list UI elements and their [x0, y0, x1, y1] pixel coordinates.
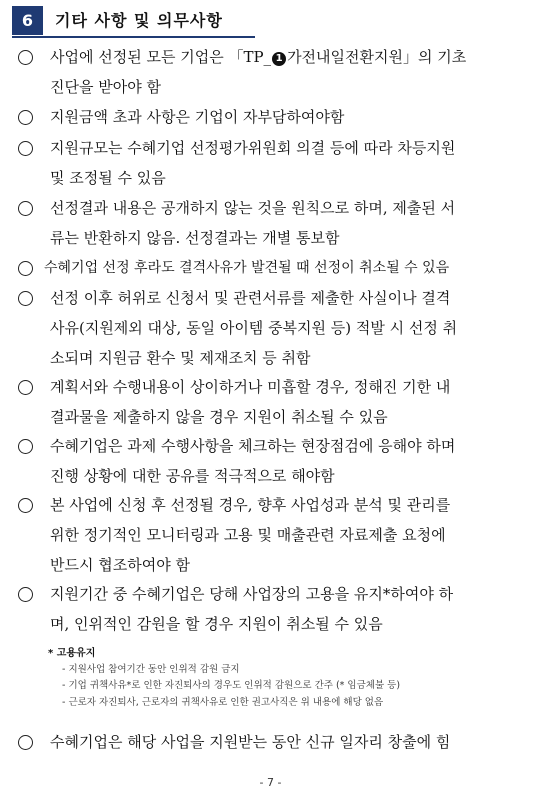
item-line: 지원기간 중 수혜기업은 당해 사업장의 고용을 유지*하여야 하	[50, 585, 454, 603]
item-line: 본 사업에 신청 후 선정될 경우, 향후 사업성과 분석 및 관리를	[50, 496, 451, 514]
item-line: 반드시 협조하여야 함	[50, 556, 190, 574]
note-line: - 근로자 자진퇴사, 근로자의 귀책사유로 인한 권고사직은 위 내용에 해당 없음	[62, 697, 384, 708]
item-line: 위한 정기적인 모니터링과 고용 및 매출관련 자료제출 요청에	[50, 526, 446, 544]
item-line: 수혜기업은 해당 사업을 지원받는 동안 신규 일자리 창출에 힘	[50, 733, 451, 751]
circle-bullet-icon	[18, 261, 33, 276]
item-line: 사업에 선정된 모든 기업은 「TP_ 1 가전내일전환지원」의 기초	[50, 48, 467, 66]
page-number: - 7 -	[259, 776, 282, 789]
note-line: - 지원사업 참여기간 동안 인위적 감원 금지	[62, 664, 240, 675]
item-line: 소되며 지원금 환수 및 제재조치 등 취함	[50, 349, 311, 367]
circle-bullet-icon	[18, 735, 33, 750]
circle-bullet-icon	[18, 141, 33, 156]
item-line: 선정 이후 허위로 신청서 및 관련서류를 제출한 사실이나 결격	[50, 289, 451, 307]
item-line: 사유(지원제외 대상, 동일 아이템 중복지원 등) 적발 시 선정 취	[50, 319, 458, 337]
section-number: 6	[12, 6, 43, 35]
item-line: 지원금액 초과 사항은 기업이 자부담하여야함	[50, 108, 345, 126]
circle-bullet-icon	[18, 291, 33, 306]
item-line: 선정결과 내용은 공개하지 않는 것을 원칙으로 하며, 제출된 서	[50, 199, 456, 217]
item-line: 수혜기업 선정 후라도 결격사유가 발견될 때 선정이 취소될 수 있음	[44, 260, 450, 276]
circle-bullet-icon	[18, 380, 33, 395]
item-line: 계획서와 수행내용이 상이하거나 미흡할 경우, 정해진 기한 내	[50, 378, 451, 396]
item-line: 진행 상황에 대한 공유를 적극적으로 해야함	[50, 467, 335, 485]
item-line: 수혜기업은 과제 수행사항을 체크하는 현장점검에 응해야 하며	[50, 437, 456, 455]
circle-bullet-icon	[18, 110, 33, 125]
circle-bullet-icon	[18, 50, 33, 65]
circle-bullet-icon	[18, 498, 33, 513]
item-line: 지원규모는 수혜기업 선정평가위원회 의결 등에 따라 차등지원	[50, 139, 456, 157]
numbered-circle-icon: 1	[272, 52, 286, 66]
section-header	[12, 5, 255, 38]
circle-bullet-icon	[18, 201, 33, 216]
item-line: 결과물을 제출하지 않을 경우 지원이 취소될 수 있음	[50, 408, 388, 426]
circle-bullet-icon	[18, 587, 33, 602]
circle-bullet-icon	[18, 439, 33, 454]
item-line: 및 조정될 수 있음	[50, 169, 166, 187]
item-line: 진단을 받아야 함	[50, 78, 161, 96]
note-line: - 기업 귀책사유*로 인한 자진퇴사의 경우도 인위적 감원으로 간주 (* 임금체불 등)	[62, 680, 401, 691]
item-line: 류는 반환하지 않음. 선정결과는 개별 통보함	[50, 229, 340, 247]
note-title: * 고용유지	[48, 648, 96, 659]
item-line: 며, 인위적인 감원을 할 경우 지원이 취소될 수 있음	[50, 615, 383, 633]
section-title: 기타 사항 및 의무사항	[55, 11, 223, 30]
